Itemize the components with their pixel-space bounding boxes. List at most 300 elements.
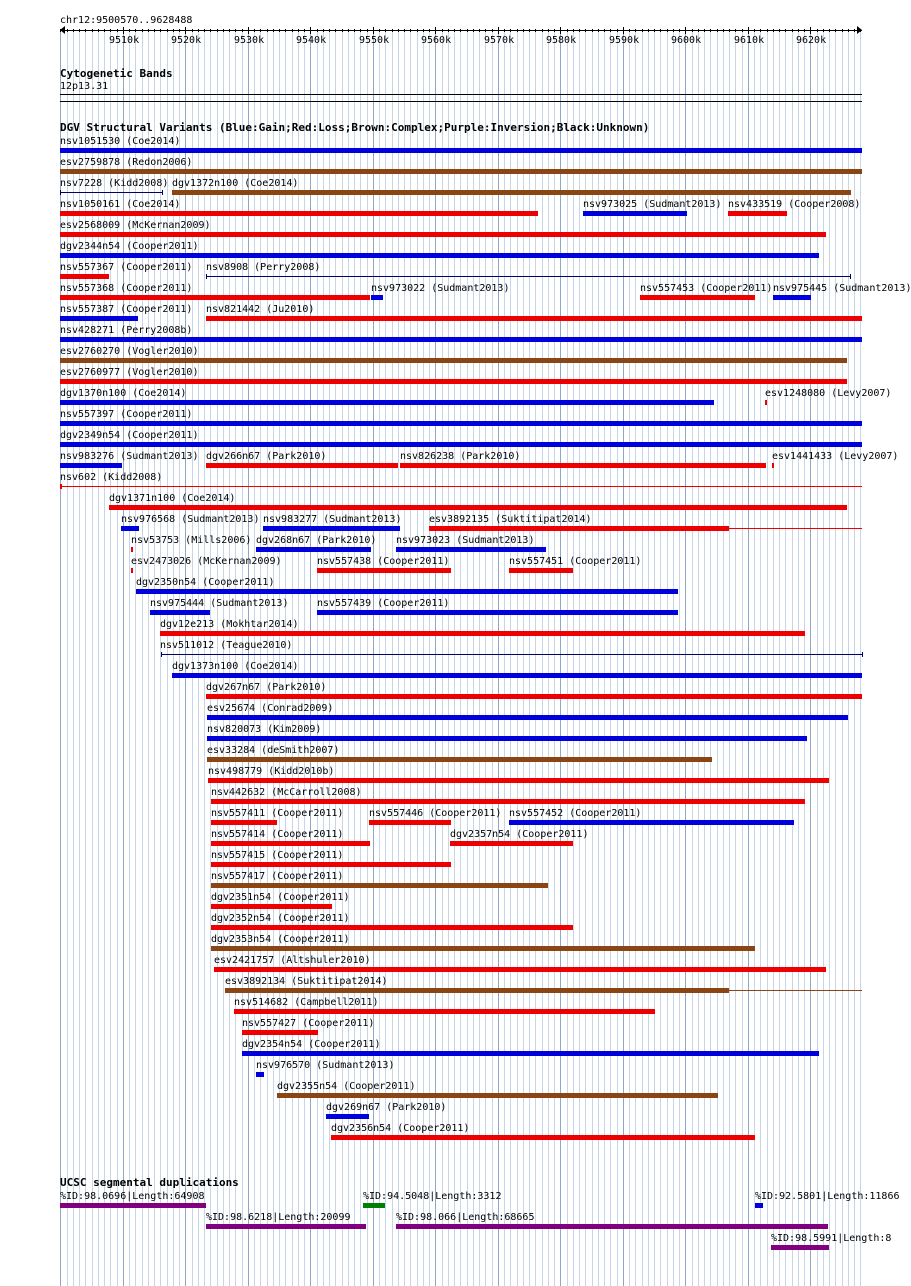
ruler-tick	[848, 29, 849, 32]
ruler-tick	[423, 29, 424, 32]
cytoband-title: Cytogenetic Bands	[60, 67, 173, 80]
ruler-tick	[123, 27, 124, 34]
ruler-tick	[460, 29, 461, 32]
dgv-variant-label[interactable]: nsv975445 (Sudmant2013)	[773, 283, 911, 294]
dgv-variant-bar[interactable]	[317, 610, 678, 615]
dgv-variant-label[interactable]: dgv2353n54 (Cooper2011)	[211, 934, 350, 945]
ruler-tick	[260, 29, 261, 32]
dgv-title: DGV Structural Variants (Blue:Gain;Red:Loss;Brown:Complex;Purple:Inversion;Black:Unknown)	[60, 121, 650, 134]
dgv-variant-bar[interactable]	[136, 589, 678, 594]
dgv-variant-label[interactable]: nsv821442 (Ju2010)	[206, 304, 315, 315]
ruler-tick	[473, 29, 474, 32]
ruler-tick	[529, 29, 530, 32]
ruler-tick-label: 9570k	[484, 35, 515, 46]
ruler-tick	[298, 29, 299, 32]
ruler-tick	[479, 29, 480, 32]
ruler-tick	[667, 29, 668, 32]
dgv-variant-bar[interactable]	[131, 568, 133, 573]
dgv-variant-label[interactable]: esv2760270 (Vogler2010)	[60, 346, 199, 357]
dgv-variant-bar[interactable]	[728, 211, 787, 216]
dgv-variant-label[interactable]: nsv8908 (Perry2008)	[206, 262, 321, 273]
segdup-label[interactable]: %ID:98.0696|Length:64908	[60, 1191, 205, 1202]
dgv-variant-bar[interactable]	[765, 400, 767, 405]
ruler-tick	[135, 29, 136, 32]
ruler-tick	[85, 29, 86, 32]
dgv-variant-bar[interactable]	[206, 316, 862, 321]
dgv-variant-bar[interactable]	[773, 295, 811, 300]
dgv-variant-label[interactable]: dgv2349n54 (Cooper2011)	[60, 430, 199, 441]
dgv-variant-bar[interactable]	[225, 988, 729, 993]
dgv-variant-bar[interactable]	[429, 526, 729, 531]
dgv-variant-label[interactable]: nsv557415 (Cooper2011)	[211, 850, 344, 861]
ruler-tick	[60, 29, 61, 32]
segdup-bar[interactable]	[363, 1203, 385, 1208]
dgv-variant-label[interactable]: nsv976568 (Sudmant2013)	[121, 514, 260, 525]
dgv-variant-bar[interactable]	[326, 1114, 369, 1119]
ruler-tick	[692, 29, 693, 32]
ruler-tick	[335, 29, 336, 32]
ruler-tick	[635, 29, 636, 32]
dgv-variant-bar-tail	[729, 528, 862, 529]
dgv-variant-bar[interactable]	[206, 276, 850, 277]
dgv-variant-bar-cap	[60, 190, 61, 195]
dgv-variant-label[interactable]: esv2473026 (McKernan2009)	[131, 556, 282, 567]
ruler-tick	[535, 29, 536, 32]
ruler-tick-label: 9560k	[421, 35, 452, 46]
ruler-tick	[310, 27, 311, 34]
ruler-tick	[804, 29, 805, 32]
dgv-variant-bar[interactable]	[60, 232, 826, 237]
dgv-variant-label[interactable]: nsv557446 (Cooper2011)	[369, 808, 502, 819]
dgv-variant-label[interactable]: esv2568009 (McKernan2009)	[60, 220, 211, 231]
ruler-tick	[129, 29, 130, 32]
ruler-tick	[854, 29, 855, 32]
dgv-variant-label[interactable]: nsv557414 (Cooper2011)	[211, 829, 344, 840]
ruler-tick	[860, 29, 861, 32]
ruler-tick	[660, 29, 661, 32]
dgv-variant-bar[interactable]	[211, 904, 332, 909]
ruler-tick	[442, 29, 443, 32]
dgv-variant-bar[interactable]	[400, 463, 766, 468]
ruler-tick	[798, 29, 799, 32]
ruler-tick	[267, 29, 268, 32]
ruler-tick	[179, 29, 180, 32]
dgv-variant-bar[interactable]	[172, 190, 851, 195]
dgv-variant-label[interactable]: nsv983276 (Sudmant2013)	[60, 451, 199, 462]
dgv-variant-bar-cap	[850, 274, 851, 279]
ruler-tick	[704, 29, 705, 32]
dgv-variant-label[interactable]: dgv2355n54 (Cooper2011)	[277, 1081, 416, 1092]
dgv-variant-bar[interactable]	[317, 568, 451, 573]
ruler-tick	[167, 29, 168, 32]
dgv-variant-label[interactable]: nsv557439 (Cooper2011)	[317, 598, 450, 609]
ruler-tick	[379, 29, 380, 32]
ruler-tick	[67, 29, 68, 32]
dgv-variant-label[interactable]: esv2421757 (Altshuler2010)	[214, 955, 371, 966]
ruler-tick	[735, 29, 736, 32]
ruler-tick	[717, 29, 718, 32]
dgv-variant-bar[interactable]	[60, 358, 847, 363]
segdup-bar[interactable]	[771, 1245, 829, 1250]
ruler-tick	[73, 29, 74, 32]
dgv-variant-label[interactable]: dgv1371n100 (Coe2014)	[109, 493, 236, 504]
ruler-tick	[773, 29, 774, 32]
ruler-tick	[154, 29, 155, 32]
dgv-variant-label[interactable]: esv2759878 (Redon2006)	[60, 157, 193, 168]
ruler-tick	[573, 29, 574, 32]
dgv-variant-bar[interactable]	[211, 820, 277, 825]
ruler-tick	[823, 29, 824, 32]
dgv-variant-label[interactable]: nsv976570 (Sudmant2013)	[256, 1060, 395, 1071]
dgv-variant-label[interactable]: nsv973025 (Sudmant2013)	[583, 199, 722, 210]
dgv-variant-label[interactable]: dgv2357n54 (Cooper2011)	[450, 829, 589, 840]
ruler-tick-label: 9530k	[234, 35, 265, 46]
ruler-tick	[98, 29, 99, 32]
dgv-variant-bar[interactable]	[60, 400, 714, 405]
dgv-variant-label[interactable]: nsv442632 (McCarroll2008)	[211, 787, 362, 798]
dgv-variant-bar[interactable]	[369, 820, 451, 825]
dgv-variant-bar[interactable]	[60, 148, 862, 153]
ruler-tick	[117, 29, 118, 32]
dgv-variant-label[interactable]: esv1441433 (Levy2007)	[772, 451, 899, 462]
segdup-label[interactable]: %ID:98.6218|Length:20099	[206, 1212, 351, 1223]
dgv-variant-label[interactable]: dgv2352n54 (Cooper2011)	[211, 913, 350, 924]
dgv-variant-label[interactable]: dgv1370n100 (Coe2014)	[60, 388, 187, 399]
dgv-variant-label[interactable]: esv1248080 (Levy2007)	[765, 388, 892, 399]
dgv-variant-label[interactable]: dgv2354n54 (Cooper2011)	[242, 1039, 381, 1050]
dgv-variant-label[interactable]: nsv428271 (Perry2008b)	[60, 325, 193, 336]
segdup-bar[interactable]	[60, 1203, 206, 1208]
ruler-tick-label: 9510k	[109, 35, 140, 46]
ruler-tick	[273, 29, 274, 32]
dgv-variant-bar[interactable]	[207, 715, 848, 720]
dgv-variant-label[interactable]: nsv983277 (Sudmant2013)	[263, 514, 402, 525]
dgv-variant-bar[interactable]	[277, 1093, 718, 1098]
dgv-variant-label[interactable]: dgv268n67 (Park2010)	[256, 535, 377, 546]
ruler-tick	[79, 29, 80, 32]
dgv-variant-label[interactable]: nsv557387 (Cooper2011)	[60, 304, 193, 315]
ruler-tick	[392, 29, 393, 32]
dgv-variant-bar[interactable]	[772, 463, 774, 468]
ruler-tick	[548, 29, 549, 32]
ruler-tick	[173, 29, 174, 32]
ruler-tick	[629, 29, 630, 32]
dgv-variant-bar[interactable]	[207, 757, 712, 762]
dgv-variant-label[interactable]: dgv269n67 (Park2010)	[326, 1102, 447, 1113]
dgv-variant-bar[interactable]	[211, 862, 451, 867]
ruler-tick	[579, 29, 580, 32]
dgv-variant-label[interactable]: nsv973022 (Sudmant2013)	[371, 283, 510, 294]
dgv-variant-bar[interactable]	[60, 253, 819, 258]
dgv-variant-bar[interactable]	[60, 274, 109, 279]
ruler-tick	[523, 29, 524, 32]
ruler-tick	[842, 29, 843, 32]
dgv-variant-label[interactable]: nsv1050161 (Coe2014)	[60, 199, 181, 210]
ruler-tick	[729, 29, 730, 32]
ruler-tick	[742, 29, 743, 32]
dgv-variant-label[interactable]: dgv2356n54 (Cooper2011)	[331, 1123, 470, 1134]
dgv-variant-label[interactable]: nsv973023 (Sudmant2013)	[396, 535, 535, 546]
ruler-tick	[567, 29, 568, 32]
ruler-tick	[454, 29, 455, 32]
ruler-tick	[698, 29, 699, 32]
ruler-tick	[648, 29, 649, 32]
dgv-variant-bar[interactable]	[160, 631, 805, 636]
ruler-tick-label: 9600k	[671, 35, 702, 46]
dgv-variant-bar[interactable]	[161, 654, 862, 655]
ruler-tick	[617, 29, 618, 32]
dgv-variant-bar[interactable]	[60, 379, 847, 384]
dgv-variant-bar[interactable]	[60, 192, 162, 193]
dgv-variant-label[interactable]: nsv975444 (Sudmant2013)	[150, 598, 289, 609]
ruler-tick-label: 9590k	[609, 35, 640, 46]
dgv-variant-label[interactable]: dgv1373n100 (Coe2014)	[172, 661, 299, 672]
ruler-tick	[104, 29, 105, 32]
ruler-tick	[217, 29, 218, 32]
dgv-variant-label[interactable]: nsv820073 (Kim2009)	[207, 724, 322, 735]
ruler-tick	[767, 29, 768, 32]
ruler-tick	[342, 29, 343, 32]
ruler-tick	[510, 29, 511, 32]
dgv-variant-label[interactable]: esv3892135 (Suktitipat2014)	[429, 514, 592, 525]
dgv-variant-label[interactable]: dgv2344n54 (Cooper2011)	[60, 241, 199, 252]
ruler-tick	[329, 29, 330, 32]
dgv-variant-bar[interactable]	[207, 736, 807, 741]
dgv-variant-bar-cap	[206, 274, 207, 279]
ruler-tick	[817, 29, 818, 32]
dgv-variant-bar[interactable]	[172, 673, 862, 678]
dgv-variant-bar[interactable]	[256, 547, 371, 552]
dgv-variant-label[interactable]: nsv514682 (Campbell2011)	[234, 997, 379, 1008]
dgv-variant-bar[interactable]	[211, 799, 805, 804]
dgv-variant-bar-cap	[161, 652, 162, 657]
dgv-variant-label[interactable]: nsv557451 (Cooper2011)	[509, 556, 642, 567]
ruler-tick	[360, 29, 361, 32]
dgv-variant-label[interactable]: nsv557438 (Cooper2011)	[317, 556, 450, 567]
dgv-variant-label[interactable]: nsv826238 (Park2010)	[400, 451, 521, 462]
ruler-tick	[429, 29, 430, 32]
dgv-variant-bar[interactable]	[206, 694, 862, 699]
dgv-variant-bar-cap	[862, 652, 863, 657]
ruler-tick	[410, 29, 411, 32]
ruler-tick	[160, 29, 161, 32]
dgv-variant-bar[interactable]	[234, 1009, 655, 1014]
dgv-variant-label[interactable]: nsv557368 (Cooper2011)	[60, 283, 193, 294]
ruler-tick-label: 9520k	[171, 35, 202, 46]
ruler-tick	[604, 29, 605, 32]
ruler-tick	[592, 29, 593, 32]
dgv-variant-label[interactable]: nsv557367 (Cooper2011)	[60, 262, 193, 273]
ruler-tick	[210, 29, 211, 32]
ruler-tick-label: 9610k	[734, 35, 765, 46]
dgv-variant-label[interactable]: nsv511012 (Teague2010)	[160, 640, 293, 651]
dgv-variant-label[interactable]: dgv2350n54 (Cooper2011)	[136, 577, 275, 588]
ruler-tick	[560, 27, 561, 34]
dgv-variant-label[interactable]: nsv557427 (Cooper2011)	[242, 1018, 375, 1029]
ruler-tick	[242, 29, 243, 32]
ruler-tick	[110, 29, 111, 32]
ruler-tick	[254, 29, 255, 32]
dgv-variant-bar[interactable]	[640, 295, 755, 300]
ruler-tick	[779, 29, 780, 32]
dgv-variant-label[interactable]: nsv53753 (Mills2006)	[131, 535, 252, 546]
ruler-tick	[754, 29, 755, 32]
ruler-tick	[829, 29, 830, 32]
dgv-variant-label[interactable]: dgv266n67 (Park2010)	[206, 451, 327, 462]
dgv-variant-bar[interactable]	[121, 526, 139, 531]
dgv-variant-label[interactable]: nsv498779 (Kidd2010b)	[208, 766, 335, 777]
ruler-tick	[685, 27, 686, 34]
dgv-variant-bar[interactable]	[211, 946, 755, 951]
dgv-variant-bar[interactable]	[256, 1072, 264, 1077]
dgv-variant-label[interactable]: nsv7228 (Kidd2008)	[60, 178, 169, 189]
dgv-variant-bar[interactable]	[211, 883, 548, 888]
ruler-tick	[285, 29, 286, 32]
dgv-variant-label[interactable]: dgv1372n100 (Coe2014)	[172, 178, 299, 189]
segdup-bar[interactable]	[206, 1224, 366, 1229]
dgv-variant-label[interactable]: nsv557453 (Cooper2011)	[640, 283, 773, 294]
dgv-variant-label[interactable]: nsv1051530 (Coe2014)	[60, 136, 181, 147]
dgv-variant-bar[interactable]	[60, 316, 138, 321]
ruler-tick	[792, 29, 793, 32]
ruler-tick	[748, 27, 749, 34]
dgv-variant-bar[interactable]	[60, 169, 862, 174]
dgv-variant-bar[interactable]	[109, 505, 847, 510]
ruler-tick	[279, 29, 280, 32]
dgv-variant-bar[interactable]	[450, 841, 573, 846]
ruler-tick	[204, 29, 205, 32]
ruler-tick	[373, 27, 374, 34]
segdup-label[interactable]: %ID:94.5048|Length:3312	[363, 1191, 502, 1202]
dgv-variant-bar[interactable]	[206, 463, 398, 468]
ruler-tick	[679, 29, 680, 32]
ruler-tick	[292, 29, 293, 32]
dgv-variant-label[interactable]: dgv2351n54 (Cooper2011)	[211, 892, 350, 903]
ruler-tick	[585, 29, 586, 32]
dgv-variant-label[interactable]: esv3892134 (Suktitipat2014)	[225, 976, 388, 987]
ruler-tick	[542, 29, 543, 32]
dgv-variant-bar[interactable]	[131, 547, 133, 552]
ruler-tick-label: 9540k	[296, 35, 327, 46]
ruler-tick	[723, 29, 724, 32]
dgv-variant-bar[interactable]	[331, 1135, 755, 1140]
ruler-tick	[598, 29, 599, 32]
segdup-title: UCSC segmental duplications	[60, 1176, 239, 1189]
dgv-variant-label[interactable]: nsv557452 (Cooper2011)	[509, 808, 642, 819]
ruler-tick	[417, 29, 418, 32]
dgv-variant-label[interactable]: nsv602 (Kidd2008)	[60, 472, 163, 483]
ruler-tick	[223, 29, 224, 32]
ruler-tick	[354, 29, 355, 32]
dgv-variant-label[interactable]: nsv557411 (Cooper2011)	[211, 808, 344, 819]
ruler-tick	[198, 29, 199, 32]
dgv-variant-bar[interactable]	[263, 526, 400, 531]
dgv-variant-label[interactable]: nsv557397 (Cooper2011)	[60, 409, 193, 420]
dgv-variant-bar[interactable]	[150, 610, 210, 615]
dgv-variant-label[interactable]: esv2760977 (Vogler2010)	[60, 367, 199, 378]
ruler-tick	[835, 29, 836, 32]
segdup-bar[interactable]	[755, 1203, 763, 1208]
segdup-bar[interactable]	[396, 1224, 828, 1229]
ruler-tick	[610, 29, 611, 32]
ruler-tick	[229, 29, 230, 32]
dgv-variant-label[interactable]: esv25674 (Conrad2009)	[207, 703, 334, 714]
dgv-variant-label[interactable]: nsv433519 (Cooper2008)	[728, 199, 861, 210]
segdup-label[interactable]: %ID:98.066|Length:68665	[396, 1212, 535, 1223]
segdup-label[interactable]: %ID:92.5801|Length:11866	[755, 1191, 900, 1202]
ruler-tick	[623, 27, 624, 34]
ruler-tick	[448, 29, 449, 32]
ruler-tick	[367, 29, 368, 32]
dgv-variant-bar[interactable]	[60, 421, 862, 426]
segdup-label[interactable]: %ID:98.5991|Length:8	[771, 1233, 892, 1244]
cytoband-line-bottom	[60, 101, 862, 102]
ruler-tick	[654, 29, 655, 32]
dgv-variant-bar[interactable]	[583, 211, 687, 216]
cytoband-line-top	[60, 94, 862, 95]
ruler-tick	[185, 27, 186, 34]
ruler-tick	[148, 29, 149, 32]
dgv-variant-bar[interactable]	[60, 211, 538, 216]
dgv-variant-bar[interactable]	[60, 295, 370, 300]
ruler-tick	[504, 29, 505, 32]
ruler-tick-label: 9580k	[546, 35, 577, 46]
ruler-tick	[142, 29, 143, 32]
dgv-variant-bar[interactable]	[371, 295, 383, 300]
dgv-variant-bar[interactable]	[396, 547, 546, 552]
dgv-variant-bar[interactable]	[208, 778, 829, 783]
dgv-variant-bar[interactable]	[60, 337, 862, 342]
dgv-variant-label[interactable]: dgv267n67 (Park2010)	[206, 682, 327, 693]
ruler-tick	[92, 29, 93, 32]
ruler-tick	[467, 29, 468, 32]
ruler-tick	[485, 29, 486, 32]
ruler-tick-label: 9550k	[359, 35, 390, 46]
dgv-variant-bar[interactable]	[509, 820, 794, 825]
dgv-variant-bar-cap	[60, 484, 62, 489]
dgv-variant-bar[interactable]	[60, 442, 862, 447]
dgv-variant-bar[interactable]	[60, 486, 862, 487]
dgv-variant-bar[interactable]	[60, 463, 122, 468]
ruler-tick	[554, 29, 555, 32]
dgv-variant-label[interactable]: dgv12e213 (Mokhtar2014)	[160, 619, 299, 630]
dgv-variant-bar[interactable]	[242, 1051, 819, 1056]
dgv-variant-bar[interactable]	[509, 568, 573, 573]
dgv-variant-bar[interactable]	[214, 967, 826, 972]
ruler-tick	[398, 29, 399, 32]
dgv-variant-bar[interactable]	[242, 1030, 318, 1035]
ruler-tick	[785, 29, 786, 32]
dgv-variant-bar-cap	[162, 190, 163, 195]
dgv-variant-label[interactable]: esv33284 (deSmith2007)	[207, 745, 340, 756]
ruler-tick	[810, 27, 811, 34]
ruler-tick	[642, 29, 643, 32]
ruler-tick	[760, 29, 761, 32]
ruler-tick	[323, 29, 324, 32]
dgv-variant-bar[interactable]	[211, 925, 573, 930]
ruler-tick	[348, 29, 349, 32]
ruler-tick	[317, 29, 318, 32]
dgv-variant-label[interactable]: nsv557417 (Cooper2011)	[211, 871, 344, 882]
dgv-variant-bar[interactable]	[211, 841, 370, 846]
ruler-tick	[192, 29, 193, 32]
ruler-tick	[304, 29, 305, 32]
dgv-variant-bar-tail	[729, 990, 862, 991]
ruler-tick	[385, 29, 386, 32]
ruler-tick	[710, 29, 711, 32]
ruler-tick	[235, 29, 236, 32]
cytoband-label: 12p13.31	[60, 81, 109, 92]
